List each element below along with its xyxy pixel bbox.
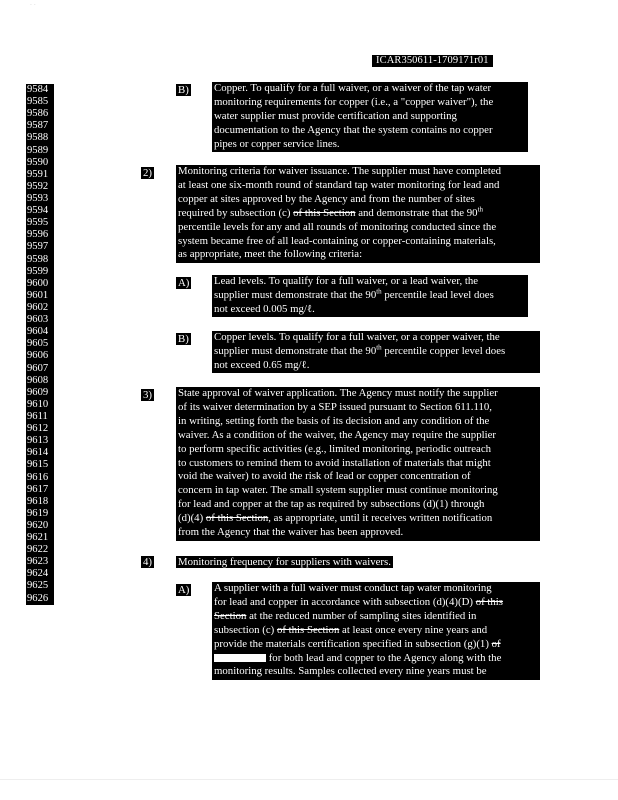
- text-line: copper at sites approved by the Agency and from the number of sites: [178, 192, 475, 205]
- line-number: 9619: [27, 507, 49, 519]
- item-label-a-full-waiver: A): [178, 584, 190, 596]
- superscript: th: [477, 205, 484, 214]
- copper-waiver-paragraph: [212, 82, 528, 152]
- line-number: 9589: [27, 144, 49, 156]
- line-number: 9611: [27, 410, 48, 422]
- line-number: 9621: [27, 532, 49, 544]
- line-number: 9617: [27, 483, 49, 495]
- line-number: 9592: [27, 180, 49, 192]
- item-label-b-copper: B): [178, 84, 189, 96]
- state-approval-paragraph: [176, 387, 540, 541]
- text-line: water supplier must provide certification and supporting: [214, 109, 457, 122]
- superscript: th: [376, 287, 382, 296]
- text-run: and demonstrate that the 90: [355, 206, 478, 219]
- text-line: for lead and copper at the tap as required by subsections (d)(1) through: [178, 498, 485, 511]
- line-number: 9607: [27, 362, 49, 374]
- text-run: supplier must demonstrate that the 90: [214, 344, 377, 357]
- text-line: of its waiver determination by a SEP issued pursuant to Section 611.110,: [178, 400, 492, 413]
- line-number: 9602: [27, 301, 49, 313]
- line-number: 9586: [27, 108, 49, 120]
- struck-text: Section: [214, 609, 247, 622]
- line-number: 9624: [27, 568, 49, 580]
- text-line: from the Agency that the waiver has been approved.: [178, 526, 404, 539]
- text-line: monitoring results. Samples collected every nine years must be: [214, 665, 487, 678]
- line-number: 9614: [27, 447, 49, 459]
- line-number: 9595: [27, 217, 49, 229]
- line-number: 9593: [27, 192, 49, 204]
- line-number: 9620: [27, 519, 49, 531]
- text-run: percentile lead level does: [381, 288, 494, 301]
- full-waiver-paragraph: [212, 582, 540, 680]
- monitoring-frequency-heading: Monitoring frequency for suppliers with waivers.: [178, 556, 391, 568]
- line-number: 9591: [27, 168, 49, 180]
- text-run: required by subsection (c): [178, 206, 294, 219]
- text-line: Lead levels. To qualify for a full waiver, or a lead waiver, the: [214, 275, 479, 287]
- line-number: 9594: [27, 205, 49, 217]
- text-line: to perform specific activities (e.g., limited monitoring, periodic outreach: [178, 442, 492, 455]
- line-number: 9585: [27, 96, 49, 108]
- struck-text: of this Section: [205, 512, 269, 525]
- text-line: as appropriate, meet the following criteria:: [178, 248, 363, 261]
- line-number: 9584: [27, 84, 49, 95]
- text-line: Copper. To qualify for a full waiver, or a waiver of the tap water: [214, 82, 492, 94]
- line-number: 9597: [27, 241, 49, 253]
- text-run: for both lead and copper to the Agency along with the: [266, 651, 502, 664]
- text-run: at the reduced number of sampling sites identified in: [246, 609, 477, 622]
- document-header-id: ICAR350611-1709171r01: [372, 55, 493, 67]
- text-line: at least one six-month round of standard tap water monitoring for lead and: [178, 178, 500, 191]
- text-line: Copper levels. To qualify for a full waiver, or a copper waiver, the: [214, 331, 500, 343]
- text-run: at least once every nine years and: [339, 623, 488, 636]
- line-number: 9623: [27, 556, 49, 568]
- text-run: , as appropriate, until it receives written notification: [268, 512, 493, 525]
- struck-text: of: [491, 637, 501, 650]
- line-number: 9601: [27, 289, 49, 301]
- text-line: concern in tap water. The small system supplier must continue monitoring: [178, 484, 498, 497]
- line-number: 9590: [27, 156, 49, 168]
- scan-corner-mark: · ·: [30, 2, 36, 9]
- text-line: [178, 207, 538, 221]
- text-line: void the waiver) to avoid the risk of lead or copper concentration of: [178, 470, 471, 483]
- line-number: 9599: [27, 265, 49, 277]
- text-run: supplier must demonstrate that the 90: [214, 288, 377, 301]
- item-label-a-lead: A): [178, 277, 190, 289]
- line-number: 9612: [27, 423, 49, 435]
- item-label-b-copper-levels: B): [178, 333, 189, 345]
- redacted-text: [214, 654, 266, 662]
- line-number: 9588: [27, 132, 49, 144]
- text-line: [214, 652, 538, 666]
- line-number: 9610: [27, 398, 49, 410]
- text-line: A supplier with a full waiver must conduct tap water monitoring: [214, 582, 492, 594]
- text-line: percentile levels for any and all rounds of monitoring conducted since the: [178, 220, 497, 233]
- line-number: 9608: [27, 374, 49, 386]
- line-number: 9618: [27, 495, 49, 507]
- line-number: 9600: [27, 277, 49, 289]
- text-line: [214, 289, 526, 303]
- text-line: [214, 638, 538, 652]
- text-line: [214, 624, 538, 638]
- struck-text: of this Section: [293, 206, 356, 219]
- item-label-4: 4): [143, 556, 152, 568]
- line-number: 9616: [27, 471, 49, 483]
- item-label-3: 3): [143, 389, 152, 401]
- text-line: [214, 596, 538, 610]
- line-number: 9605: [27, 338, 49, 350]
- text-line: [214, 345, 538, 359]
- text-line: to customers to remind them to avoid installation of materials that might: [178, 456, 491, 469]
- superscript: th: [376, 343, 382, 352]
- line-number: 9596: [27, 229, 49, 241]
- lead-levels-paragraph: [212, 275, 528, 317]
- line-number: 9603: [27, 314, 49, 326]
- copper-levels-paragraph: [212, 331, 540, 373]
- text-line: [178, 512, 538, 526]
- text-run: for lead and copper in accordance with subsection (d)(4)(D): [214, 595, 476, 608]
- line-number: 9626: [27, 592, 49, 604]
- page-bottom-rule: [0, 779, 618, 780]
- line-number: 9606: [27, 350, 49, 362]
- text-line: in writing, setting forth the basis of its decision and any condition of the: [178, 414, 490, 427]
- struck-text: of this Section: [276, 623, 340, 636]
- text-line: monitoring requirements for copper (i.e., a "copper waiver"), the: [214, 95, 494, 108]
- text-line: system became free of all lead-containing or copper-containing materials,: [178, 234, 496, 247]
- line-number: 9604: [27, 326, 49, 338]
- line-number: 9609: [27, 386, 49, 398]
- struck-text: of this: [475, 595, 504, 608]
- text-line: not exceed 0.65 mg/ℓ.: [214, 358, 310, 371]
- text-run: percentile copper level does: [381, 344, 506, 357]
- monitoring-criteria-paragraph: [176, 165, 540, 263]
- text-line: Monitoring criteria for waiver issuance. The supplier must have completed: [178, 165, 502, 177]
- text-line: documentation to the Agency that the system contains no copper: [214, 123, 493, 136]
- text-line: not exceed 0.005 mg/ℓ.: [214, 302, 315, 315]
- line-number: 9615: [27, 459, 49, 471]
- text-line: [214, 610, 538, 624]
- text-line: waiver. As a condition of the waiver, the Agency may require the supplier: [178, 428, 496, 441]
- line-number: 9613: [27, 435, 49, 447]
- line-number: 9625: [27, 580, 49, 592]
- text-run: (d)(4): [178, 512, 206, 525]
- text-run: provide the materials certification specified in subsection (g)(1): [214, 637, 492, 650]
- line-number: 9598: [27, 253, 49, 265]
- item-label-2: 2): [143, 167, 152, 179]
- text-line: pipes or copper service lines.: [214, 137, 340, 150]
- line-number: 9622: [27, 544, 49, 556]
- line-number: 9587: [27, 120, 49, 132]
- line-number-column: [26, 84, 54, 605]
- text-line: State approval of waiver application. The Agency must notify the supplier: [178, 387, 498, 399]
- text-run: subsection (c): [214, 623, 277, 636]
